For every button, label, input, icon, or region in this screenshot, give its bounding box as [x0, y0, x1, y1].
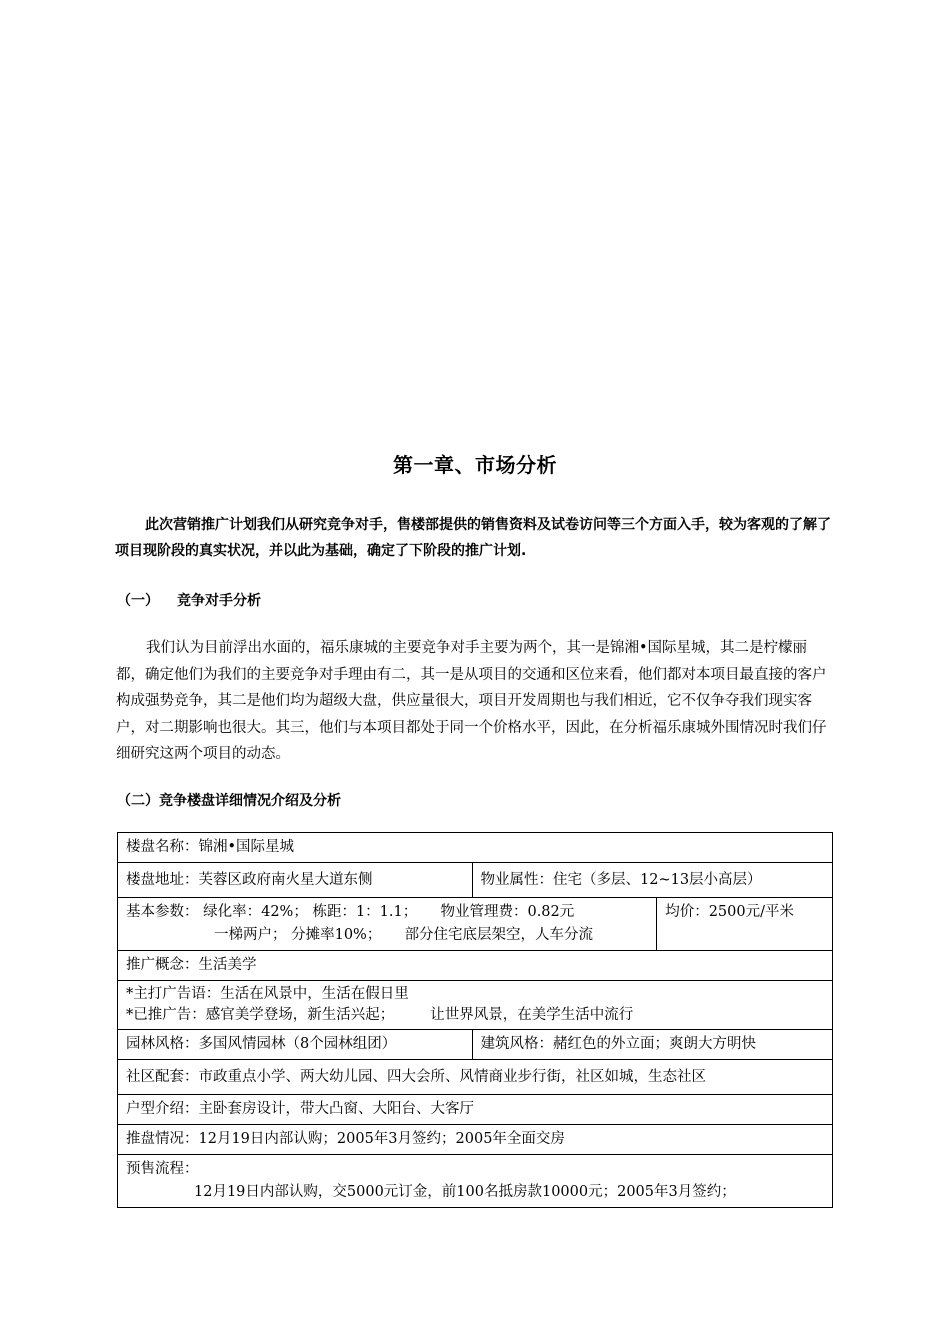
green-rate: 绿化率：42%； — [203, 904, 308, 920]
pushed-slogan-a: *已推广告：感官美学登场，新生活兴起； — [126, 1007, 395, 1023]
intro-paragraph: 此次营销推广计划我们从研究竞争对手，售楼部提供的销售资料及试卷访问等三个方面入手，较为客观的了解了项目现阶段的真实状况，并以此为基础，确定了下阶段的推广计划. — [115, 517, 831, 559]
address-cell: 楼盘地址：芙蓉区政府南火星大道东侧 — [118, 863, 473, 898]
presale-process-cell — [118, 1155, 833, 1208]
table-row — [118, 951, 833, 981]
params-line-1 — [126, 901, 648, 924]
params-line-2 — [126, 924, 648, 947]
average-price-cell: 均价：2500元/平米 — [657, 898, 833, 951]
section-title: 竞争对手分析 — [177, 593, 261, 609]
building-spacing: 栋距：1：1.1； — [312, 904, 418, 920]
main-slogan: *主打广告语：生活在风景中，生活在假日里 — [126, 986, 409, 1002]
competitor-analysis-paragraph: 我们认为目前浮出水面的，福乐康城的主要竞争对手主要为两个，其一是锦湘•国际星城，其二是柠檬丽都，确定他们为我们的主要竞争对手理由有二，其一是从项目的交通和区位来看，他们都对本项目最直接的客户构成强势竞争，其二是他们均为超级大盘，供应量很大，项目开发周期也与我们相近，它不仅争夺我们现实客户，对二期影响也很大。其三，他们与本项目都处于同一个价格水平，因此，在分析福乐康城外围情况时我们仔细研究这两个项目的动态。 — [116, 640, 827, 762]
pushed-slogan-b: 让世界风景，在美学生活中流行 — [430, 1007, 634, 1023]
units-per-elevator: 一梯两户； — [214, 927, 287, 943]
table-row — [118, 1030, 833, 1060]
architecture-style-cell: 建筑风格：赭红色的外立面；爽朗大方明快 — [472, 1030, 833, 1060]
chapter-title: 第一章、市场分析 — [393, 453, 557, 477]
pushed-slogans — [126, 1005, 824, 1026]
share-rate: 分摊率10%； — [291, 927, 382, 943]
promo-concept-cell: 推广概念：生活美学 — [118, 951, 833, 981]
table-row — [118, 898, 833, 951]
presale-label: 预售流程： — [126, 1161, 199, 1177]
table-row — [118, 1095, 833, 1125]
facilities-cell: 社区配套：市政重点小学、两大幼儿园、四大会所、风情商业步行街，社区如城，生态社区 — [118, 1060, 833, 1095]
slogans-cell — [118, 981, 833, 1030]
table-row — [118, 863, 833, 898]
presale-detail: 12月19日内部认购，交5000元订金，前100名抵房款10000元；2005年3月签约； — [194, 1184, 736, 1200]
overhead-note: 部分住宅底层架空，人车分流 — [404, 927, 594, 943]
table-row — [118, 1125, 833, 1155]
project-name-cell: 楼盘名称：锦湘•国际星城 — [118, 833, 833, 863]
params-label: 基本参数： — [126, 904, 199, 920]
section-heading-competitors — [117, 590, 261, 610]
management-fee: 物业管理费：0.82元 — [440, 904, 575, 920]
table-row — [118, 981, 833, 1030]
launch-status-cell: 推盘情况：12月19日内部认购；2005年3月签约；2005年全面交房 — [118, 1125, 833, 1155]
unit-layout-cell: 户型介绍：主卧套房设计，带大凸窗、大阳台、大客厅 — [118, 1095, 833, 1125]
table-row — [118, 1060, 833, 1095]
table-row — [118, 1155, 833, 1208]
section-heading-details: （二）竞争楼盘详细情况介绍及分析 — [117, 793, 341, 809]
property-type-cell: 物业属性：住宅（多层、12~13层小高层） — [472, 863, 833, 898]
section-number: （一） — [117, 593, 159, 609]
basic-params-cell — [118, 898, 657, 951]
presale-detail-line — [126, 1181, 824, 1204]
garden-style-cell: 园林风格：多国风情园林（8个园林组团） — [118, 1030, 473, 1060]
competitor-info-table — [117, 832, 833, 1208]
table-row — [118, 833, 833, 863]
